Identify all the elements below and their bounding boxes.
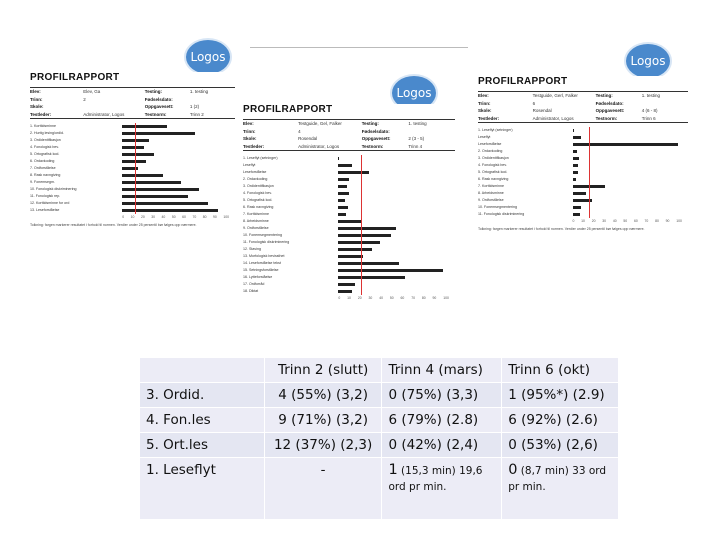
list-item: [30, 207, 235, 214]
list-item: [30, 165, 235, 172]
cell: 9 (71%) (3,2): [264, 408, 382, 433]
bar: [338, 157, 339, 160]
tick-label: 80: [202, 215, 207, 219]
bar: [122, 174, 163, 177]
info-value: Testguide, Gerl, Falker: [532, 93, 578, 98]
report-footnote: Tolkning: fargen markerer resultatet i forhold til normen. Verdier under 25 persentil bør følges opp nærmere.: [30, 223, 197, 227]
tick-label: 90: [213, 215, 217, 219]
cell: [502, 458, 619, 520]
list-item: [30, 151, 235, 158]
info-key: Fødselsdato:: [361, 128, 390, 134]
list-item: [243, 267, 455, 274]
tick-label: 40: [161, 215, 166, 219]
row-label: 16. Lytteforståelse: [243, 275, 273, 279]
row-label: 11. Fonologisk rep.: [30, 194, 61, 198]
info-value: Trinn 6: [641, 115, 656, 121]
list-item: [243, 169, 455, 176]
bar: [573, 192, 586, 195]
header-cell: Trinn 6 (okt): [502, 358, 619, 383]
info-value: 4 (6 - 8): [641, 108, 658, 113]
info-value: 1. testing: [408, 121, 427, 126]
row-label: 2. Ordavkoding: [243, 177, 268, 181]
info-value: 1 (2): [189, 104, 200, 109]
list-item: [243, 218, 455, 225]
table-row: [140, 433, 619, 458]
report-bars: [478, 127, 688, 218]
row-label: 10. Fonemsegmentering: [243, 233, 282, 237]
report-info: [478, 91, 688, 123]
table-header-row: [140, 358, 619, 383]
tick-label: 60: [400, 296, 405, 300]
info-value: Administrator, Logos: [83, 111, 125, 117]
profile-report-right: [478, 76, 688, 312]
list-item: [478, 148, 688, 155]
list-item: [243, 232, 455, 239]
bar: [338, 206, 348, 209]
list-item: [243, 211, 455, 218]
list-item: [478, 204, 688, 211]
list-item: [478, 141, 688, 148]
row-label: 18. Diktat: [243, 289, 259, 293]
tick-label: 20: [357, 296, 362, 300]
tick-label: 40: [612, 219, 617, 223]
row-label: 7. Ordforståelse: [30, 166, 56, 170]
list-item: [243, 239, 455, 246]
tick-label: 10: [581, 219, 585, 223]
bar: [573, 171, 578, 174]
logos-logo: [186, 40, 230, 74]
tick-label: 100: [223, 215, 229, 219]
info-key: Elev:: [243, 121, 254, 126]
bar: [122, 132, 195, 135]
report-footnote: Tolkning: fargen markerer resultatet i forhold til normen. Verdier under 25 persentil bør følges opp nærmere.: [478, 227, 645, 231]
list-item: [478, 127, 688, 134]
list-item: [30, 130, 235, 137]
bar: [338, 255, 362, 258]
info-key: Fødselsdato:: [144, 96, 173, 102]
row-label: 3. Ordidentifikasjon: [478, 156, 509, 160]
row-label: 1. Leseflyt: [140, 458, 265, 520]
bar: [338, 248, 371, 251]
list-item: [478, 162, 688, 169]
info-key: Testing:: [144, 89, 162, 94]
row-label: 1. Leseflyt (setninger): [243, 156, 278, 160]
bar: [573, 178, 576, 181]
table-row: [140, 408, 619, 433]
info-value: Elev, Ga: [83, 89, 101, 94]
logo-text: Logos: [396, 86, 432, 100]
info-value: 2 (3 - 5): [408, 136, 425, 141]
info-key: Skole:: [478, 108, 492, 113]
row-label: 7. Korttidsminne: [243, 212, 269, 216]
bar: [573, 206, 582, 209]
logo-text: Logos: [630, 54, 666, 68]
tick-label: 80: [421, 296, 426, 300]
info-row: [243, 143, 455, 151]
row-label: 10. Fonemsegmentering: [478, 205, 517, 209]
row-label: 8. Arbeidsminne: [243, 219, 269, 223]
row-label: 2. Hurtig lesing/ordid.: [30, 131, 64, 135]
info-key: Testleder:: [478, 115, 500, 121]
info-key: Testnorm:: [595, 115, 618, 121]
info-key: Oppgavesett:: [595, 108, 625, 113]
info-value: 1. testing: [641, 93, 661, 98]
row-label: 6. Rask navngiving: [478, 177, 509, 181]
row-label: 9. Ordforståelse: [243, 226, 269, 230]
row-label: Leseforståelse: [478, 142, 502, 146]
list-item: [243, 190, 455, 197]
list-item: [478, 134, 688, 141]
row-label: 5. Ortografisk kod.: [30, 152, 60, 156]
tick-label: 40: [379, 296, 383, 300]
list-item: [243, 281, 455, 288]
list-item: [243, 253, 455, 260]
bar: [338, 269, 443, 272]
bar: [338, 283, 355, 286]
info-value: Administrator, Logos: [532, 115, 574, 121]
cell-detail: (8,7 min) 33 ord pr min.: [508, 465, 607, 493]
bar: [338, 290, 351, 293]
info-value: [83, 103, 145, 111]
report-bars: [30, 123, 235, 214]
list-item: [478, 190, 688, 197]
bar: [338, 234, 391, 237]
bar: [338, 199, 345, 202]
tick-label: 10: [347, 296, 351, 300]
tick-label: 100: [443, 296, 449, 300]
bar: [338, 185, 347, 188]
info-value: 1. testing: [189, 89, 209, 94]
results-table: [139, 357, 619, 520]
info-value: Testguide, Gel, Falker: [298, 121, 342, 126]
tick-label: 0: [572, 219, 575, 223]
tick-label: 10: [130, 215, 135, 219]
list-item: [243, 183, 455, 190]
cell: 6 (79%) (2.8): [382, 408, 502, 433]
bar: [573, 129, 574, 132]
bar: [338, 276, 404, 279]
row-label: 4. Fon.les: [140, 408, 265, 433]
row-label: 12. Korttidsminne for ord: [30, 201, 70, 205]
row-label: 2. Ordavkoding: [478, 149, 503, 153]
row-label: 8. Arbeidsminne: [478, 191, 504, 195]
tick-label: 100: [676, 219, 682, 223]
row-label: 4. Fonologisk bev.: [243, 191, 272, 195]
info-key: Testing:: [361, 121, 379, 126]
list-item: [243, 204, 455, 211]
list-item: [478, 169, 688, 176]
info-row: [243, 135, 455, 143]
info-row: [30, 96, 235, 104]
row-label: 4. Fonologisk bev.: [478, 163, 507, 167]
cell: 1 (95%*) (2.9): [502, 383, 619, 408]
bar: [122, 188, 199, 191]
bar: [122, 181, 181, 184]
tick-label: 90: [665, 219, 670, 223]
bar: [338, 262, 399, 265]
list-item: [30, 193, 235, 200]
row-label: 1. Korttidsminne: [30, 124, 56, 128]
bar: [573, 150, 577, 153]
table-row: [140, 458, 619, 520]
tick-label: 20: [591, 219, 596, 223]
header-cell: [140, 358, 265, 383]
list-item: [30, 144, 235, 151]
row-label: 3. Ordid.: [140, 383, 265, 408]
list-item: [478, 197, 688, 204]
row-label: 5. Ort.les: [140, 433, 265, 458]
info-key: Elev:: [30, 89, 41, 94]
list-item: [30, 137, 235, 144]
bar: [573, 136, 582, 139]
tick-label: 50: [389, 296, 394, 300]
list-item: [243, 246, 455, 253]
row-label: 5. Ortografisk kod.: [243, 198, 273, 202]
tick-label: 20: [140, 215, 145, 219]
tick-label: 90: [432, 296, 437, 300]
tick-label: 50: [623, 219, 628, 223]
tick-label: 60: [182, 215, 186, 219]
bar: [338, 227, 396, 230]
info-row: [243, 120, 455, 128]
row-label: 6. Rask navngiving: [243, 205, 274, 209]
bar: [338, 192, 349, 195]
tick-label: 30: [368, 296, 373, 300]
row-label: 5. Ortografisk kod.: [478, 170, 508, 174]
row-label: 14. Leseforståelse tekst: [243, 261, 281, 265]
cell: 0 (53%) (2,6): [502, 433, 619, 458]
list-item: [30, 123, 235, 130]
tick-label: 0: [122, 215, 125, 219]
list-item: [30, 172, 235, 179]
row-label: 17. Ordforråd: [243, 282, 265, 286]
cell: -: [264, 458, 382, 520]
row-label: 13. Leseforståelse: [30, 208, 60, 212]
cell-value: 0: [508, 462, 518, 478]
info-row: [478, 100, 688, 108]
list-item: [30, 200, 235, 207]
report-bars: [243, 155, 455, 295]
tick-label: 30: [151, 215, 156, 219]
logo-text: Logos: [190, 50, 226, 64]
row-label: 11. Fonologisk diskriminering: [478, 212, 525, 216]
bar: [122, 153, 154, 156]
info-key: Oppgavesett:: [361, 136, 391, 141]
norm-line: [135, 123, 136, 214]
bar: [122, 146, 143, 149]
row-label: 3. Ordidentifikasjon: [30, 138, 61, 142]
info-row: [30, 88, 235, 96]
tick-label: 70: [192, 215, 197, 219]
info-key: Oppgavesett:: [144, 104, 174, 109]
list-item: [30, 179, 235, 186]
info-row: [30, 111, 235, 119]
report-title: PROFILRAPPORT: [30, 72, 120, 83]
row-label: Leseflyt: [243, 163, 256, 167]
bar: [122, 160, 145, 163]
norm-line: [589, 127, 590, 218]
tick-label: 70: [644, 219, 649, 223]
list-item: [30, 158, 235, 165]
info-row: [478, 107, 688, 115]
bar: [122, 209, 218, 212]
tick-label: 30: [602, 219, 607, 223]
list-item: [30, 186, 235, 193]
report-axis: [122, 215, 229, 219]
list-item: [243, 274, 455, 281]
header-cell: Trinn 2 (slutt): [264, 358, 382, 383]
bar: [122, 125, 167, 128]
cell: [382, 458, 502, 520]
norm-line: [361, 155, 362, 295]
list-item: [243, 197, 455, 204]
bar: [338, 213, 346, 216]
row-label: 4. Fonologisk bev.: [30, 145, 59, 149]
tick-label: 0: [338, 296, 341, 300]
row-label: Leseforståelse: [243, 170, 267, 174]
info-value: Trinn 4: [408, 143, 423, 149]
report-info: [30, 87, 235, 119]
info-key: Trinn:: [30, 96, 43, 102]
profile-report-middle: [243, 104, 455, 332]
list-item: [478, 211, 688, 218]
row-label: 15. Setningsforståelse: [243, 268, 279, 272]
info-row: [478, 115, 688, 123]
info-key: Trinn:: [243, 128, 256, 134]
bar: [573, 164, 578, 167]
tick-label: 80: [655, 219, 659, 223]
bar: [338, 241, 380, 244]
row-label: 7. Korttidsminne: [478, 184, 504, 188]
list-item: [478, 155, 688, 162]
row-label: 3. Ordidentifikasjon: [243, 184, 274, 188]
cell: 6 (92%) (2.6): [502, 408, 619, 433]
info-key: Testing:: [595, 93, 613, 98]
cell-value: 1: [388, 462, 398, 478]
info-key: Fødselsdato:: [595, 100, 624, 106]
list-item: [243, 260, 455, 267]
info-value: 6: [532, 100, 536, 106]
report-axis: [573, 219, 683, 223]
report-title: PROFILRAPPORT: [478, 76, 568, 87]
row-label: Leseflyt: [478, 135, 491, 139]
info-row: [30, 103, 235, 111]
info-key: Testnorm:: [144, 111, 167, 117]
row-label: 6. Ordavkoding: [30, 159, 55, 163]
row-label: 11. Fonologisk diskriminering: [243, 240, 290, 244]
header-cell: Trinn 4 (mars): [382, 358, 502, 383]
info-key: Skole:: [243, 136, 257, 141]
list-item: [478, 176, 688, 183]
table-row: [140, 383, 619, 408]
row-label: 12. Staving: [243, 247, 261, 251]
bar: [573, 213, 581, 216]
info-key: Trinn:: [478, 100, 491, 106]
cell: 0 (75%) (3,3): [382, 383, 502, 408]
cell: 4 (55%) (3,2): [264, 383, 382, 408]
row-label: 9. Fonemsegm.: [30, 180, 55, 184]
bar: [122, 195, 188, 198]
row-label: 8. Rask navngiving: [30, 173, 61, 177]
info-row: [478, 92, 688, 100]
cell: 0 (42%) (2,4): [382, 433, 502, 458]
bar: [573, 157, 580, 160]
cell-detail: (15,3 min) 19,6 ord pr min.: [388, 465, 483, 493]
report-title: PROFILRAPPORT: [243, 104, 333, 115]
list-item: [243, 162, 455, 169]
tick-label: 60: [633, 219, 638, 223]
list-item: [243, 176, 455, 183]
info-value: Administrator, Logos: [298, 143, 340, 149]
list-item: [243, 155, 455, 162]
report-info: [243, 119, 455, 151]
info-value: Rosendal: [532, 108, 552, 113]
row-label: 1. Leseflyt (setninger): [478, 128, 513, 132]
row-label: 10. Fonologisk diskriminering: [30, 187, 77, 191]
bar: [338, 164, 351, 167]
tick-label: 70: [411, 296, 415, 300]
info-key: Testnorm:: [361, 143, 384, 149]
list-item: [478, 183, 688, 190]
info-key: Elev:: [478, 93, 489, 98]
bar: [338, 220, 360, 223]
separator-line: [250, 47, 468, 48]
info-row: [243, 128, 455, 136]
info-value: 4: [298, 128, 301, 134]
list-item: [243, 288, 455, 295]
bar: [338, 171, 369, 174]
info-key: Testleder:: [30, 111, 52, 117]
list-item: [243, 225, 455, 232]
info-value: 2: [83, 96, 86, 102]
info-value: Rosendal: [298, 136, 318, 141]
info-key: Skole:: [30, 104, 44, 109]
bar: [338, 178, 349, 181]
info-key: Testleder:: [243, 143, 265, 149]
report-axis: [338, 296, 449, 300]
row-label: 9. Ordforståelse: [478, 198, 504, 202]
profile-report-left: [30, 72, 235, 310]
info-value: Trinn 2: [189, 111, 204, 117]
row-label: 13. Morfologisk bevissthet: [243, 254, 285, 258]
tick-label: 50: [171, 215, 176, 219]
logos-logo: [626, 44, 670, 78]
cell: 12 (37%) (2,3): [264, 433, 382, 458]
